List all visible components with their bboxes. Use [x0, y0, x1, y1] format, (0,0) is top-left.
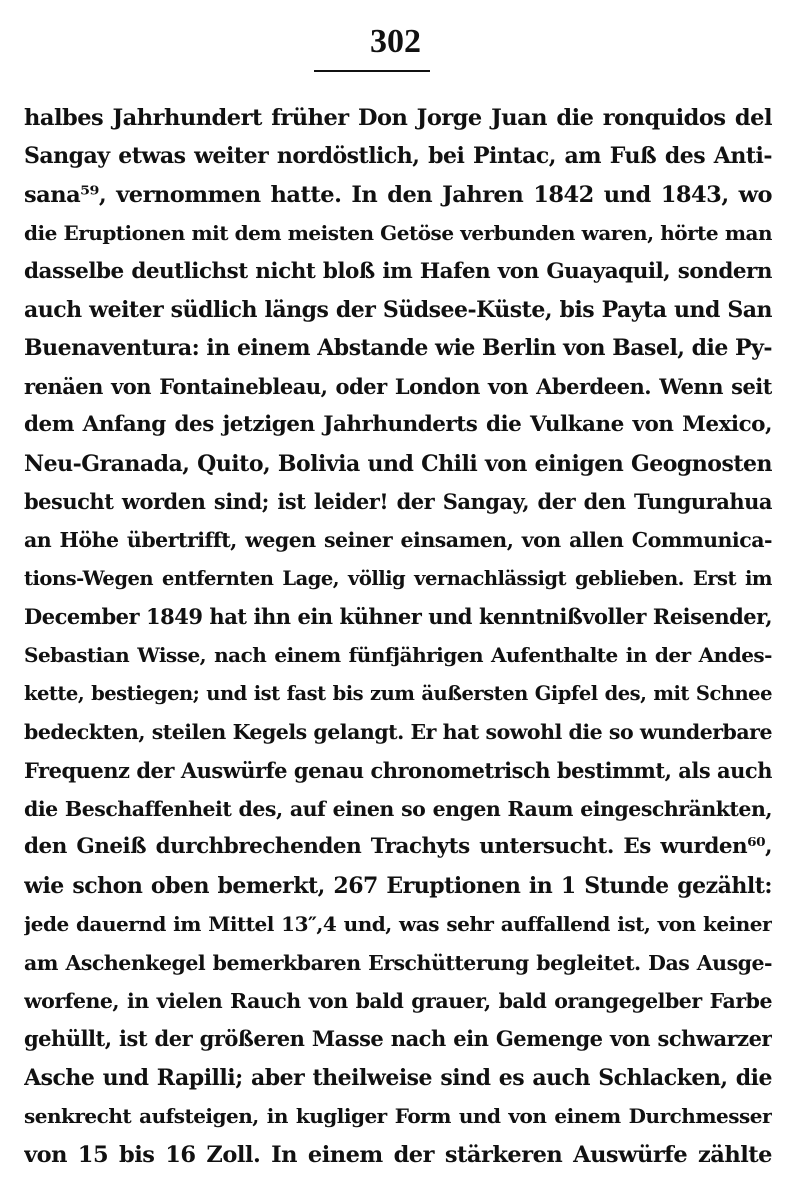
text-line: tions-Wegen entfernten Lage, völlig vernachlässigt geblieben. Erst im [24, 566, 772, 590]
text-line: besucht worden sind; ist leider! der Sangay, der den Tungurahua [24, 488, 772, 514]
text-line: gehüllt, ist der größeren Masse nach ein Gemenge von schwarzer [24, 1026, 772, 1052]
text-line: worfene, in vielen Rauch von bald grauer, bald orangegelber Farbe [24, 988, 772, 1013]
text-line: halbes Jahrhundert früher Don Jorge Juan die ronquidos del [24, 105, 772, 131]
text-line: dem Anfang des jetzigen Jahrhunderts die Vulkane von Mexico, [24, 412, 772, 438]
text-line: Neu-Granada, Quito, Bolivia und Chili von einigen Geognosten [24, 450, 772, 477]
text-line: den Gneiß durchbrechenden Trachyts untersucht. Es wurden⁶⁰, [24, 834, 772, 860]
text-line: December 1849 hat ihn ein kühner und kenntnißvoller Reisender, [24, 604, 772, 630]
text-line: renäen von Fontainebleau, oder London von Aberdeen. Wenn seit [24, 373, 772, 399]
body-text [24, 99, 772, 1174]
text-line: die Eruptionen mit dem meisten Getöse verbunden waren, hörte man [24, 221, 772, 246]
page-number: 302 [370, 23, 421, 60]
header-rule [314, 70, 430, 72]
text-line: Asche und Rapilli; aber theilweise sind es auch Schlacken, die [24, 1064, 772, 1091]
text-line: jede dauernd im Mittel 13″,4 und, was sehr auffallend ist, von keiner [24, 912, 772, 937]
text-line: Frequenz der Auswürfe genau chronometrisch bestimmt, als auch [24, 757, 772, 783]
text-line: die Beschaffenheit des, auf einen so engen Raum eingeschränkten, [24, 797, 772, 822]
text-line: am Aschenkegel bemerkbaren Erschütterung begleitet. Das Ausge- [24, 950, 772, 975]
text-line: kette, bestiegen; und ist fast bis zum äußersten Gipfel des, mit Schnee [24, 681, 772, 705]
text-line: sana⁵⁹, vernommen hatte. In den Jahren 1842 und 1843, wo [24, 181, 772, 208]
text-line: auch weiter südlich längs der Südsee-Küste, bis Payta und San [24, 296, 772, 323]
text-line: Sangay etwas weiter nordöstlich, bei Pintac, am Fuß des Anti- [24, 143, 772, 170]
text-line: Buenaventura: in einem Abstande wie Berlin von Basel, die Py- [24, 335, 772, 362]
text-line: senkrecht aufsteigen, in kugliger Form und von einem Durchmesser [24, 1104, 772, 1129]
text-line: dasselbe deutlichst nicht bloß im Hafen von Guayaquil, sondern [24, 258, 772, 284]
text-line: bedeckten, steilen Kegels gelangt. Er hat sowohl die so wunderbare [24, 720, 772, 745]
text-line: an Höhe übertrifft, wegen seiner einsamen, von allen Communica- [24, 528, 772, 553]
text-line: von 15 bis 16 Zoll. In einem der stärkeren Auswürfe zählte [24, 1141, 772, 1168]
text-line: wie schon oben bemerkt, 267 Eruptionen in 1 Stunde gezählt: [24, 872, 772, 899]
text-line: Sebastian Wisse, nach einem fünfjährigen Aufenthalte in der Andes- [24, 643, 772, 668]
